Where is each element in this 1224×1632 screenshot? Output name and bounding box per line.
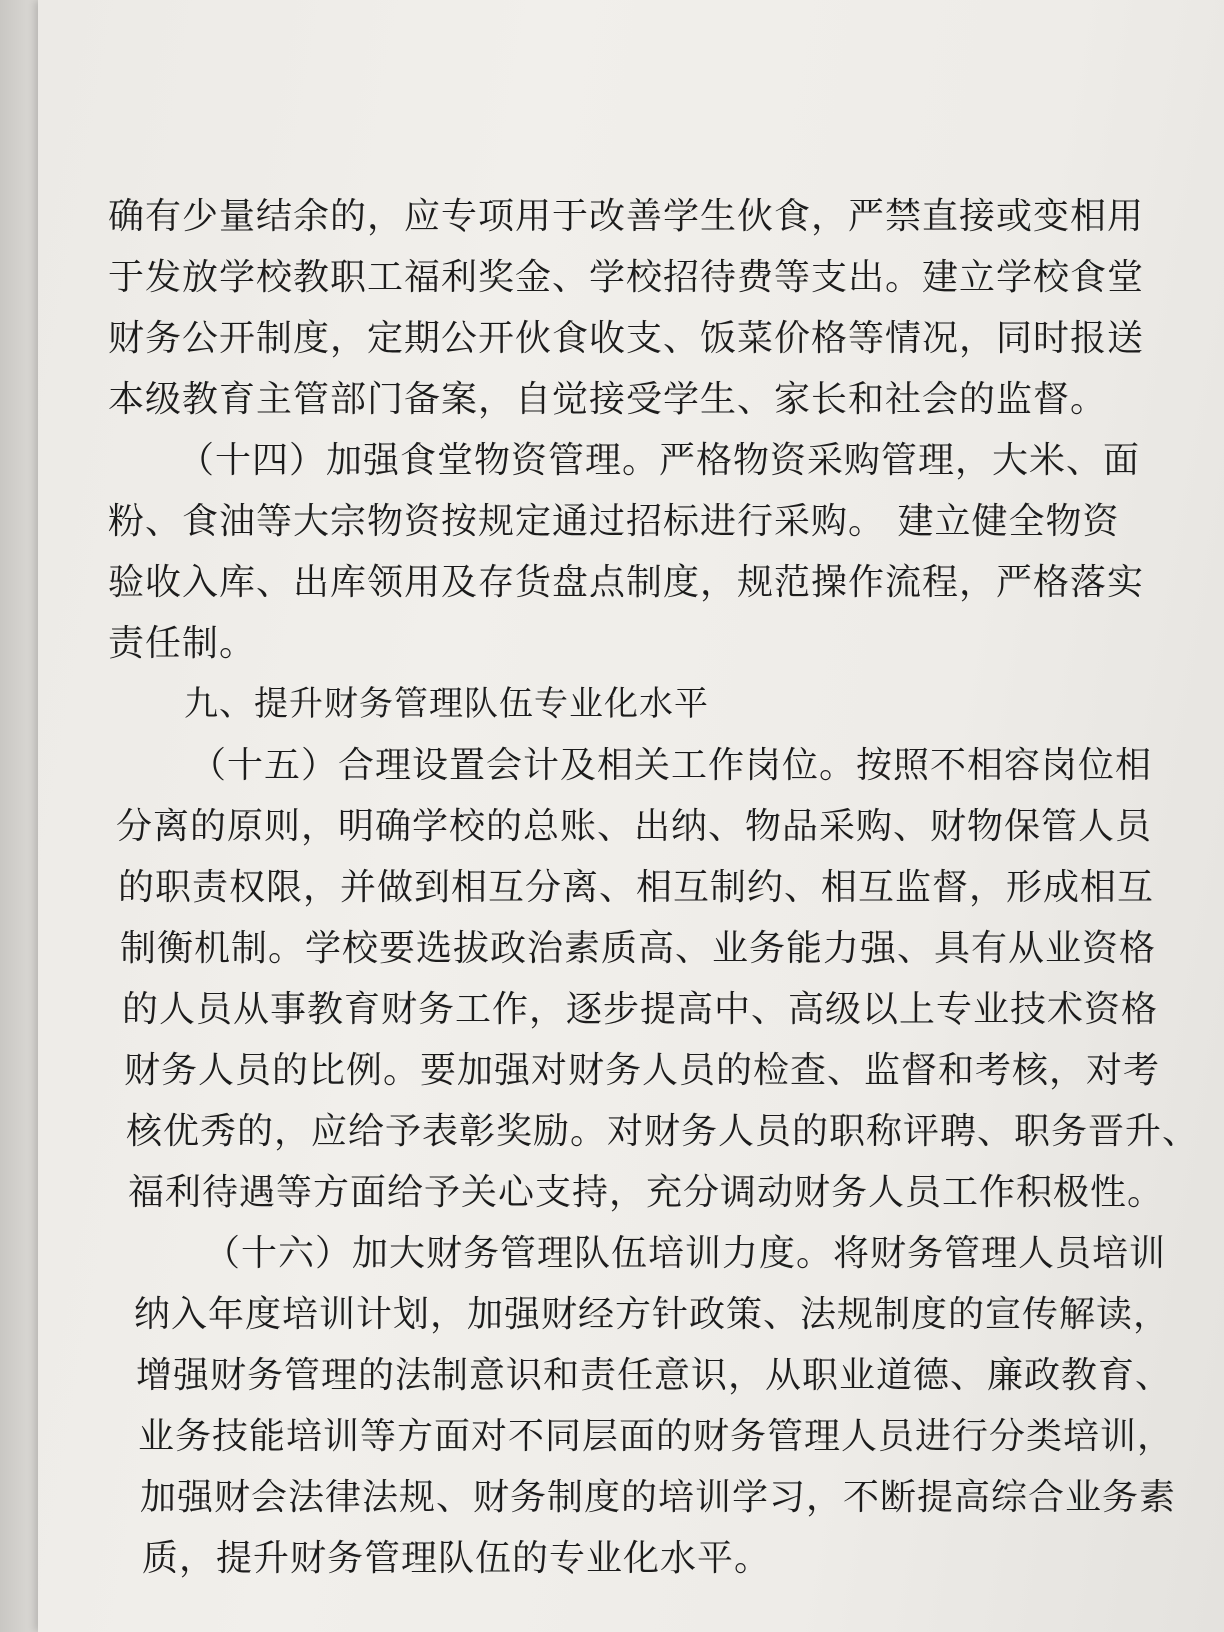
section-heading: 九、提升财务管理队伍专业化水平 xyxy=(184,684,709,724)
text-line: 本级教育主管部门备案，自觉接受学生、家长和社会的监督。 xyxy=(108,379,1108,420)
document-page xyxy=(38,0,1224,1632)
text-line: 加强财会法律法规、财务制度的培训学习，不断提高综合业务素 xyxy=(140,1477,1177,1518)
text-line: 核优秀的，应给予表彰奖励。对财务人员的职称评聘、职务晋升、 xyxy=(126,1111,1200,1152)
text-line: 验收入库、出库领用及存货盘点制度，规范操作流程，严格落实 xyxy=(108,562,1145,603)
text-line: 福利待遇等方面给予关心支持，充分调动财务人员工作积极性。 xyxy=(128,1172,1165,1213)
document-body xyxy=(108,186,1208,1589)
text-line: 分离的原则，明确学校的总账、出纳、物品采购、财物保管人员 xyxy=(116,806,1153,847)
text-line: 增强财务管理的法制意识和责任意识，从职业道德、廉政教育、 xyxy=(136,1355,1173,1396)
text-line: 制衡机制。学校要选拔政治素质高、业务能力强、具有从业资格 xyxy=(120,928,1157,969)
paragraph-first-line: （十六）加大财务管理队伍培训力度。将财务管理人员培训 xyxy=(204,1233,1167,1274)
paragraph-first-line: （十五）合理设置会计及相关工作岗位。按照不相容岗位相 xyxy=(190,745,1153,786)
text-line: 于发放学校教职工福利奖金、学校招待费等支出。建立学校食堂 xyxy=(108,257,1145,298)
text-line: 质，提升财务管理队伍的专业化水平。 xyxy=(142,1538,772,1579)
text-line: 的职责权限，并做到相互分离、相互制约、相互监督，形成相互 xyxy=(118,867,1155,908)
text-line: 责任制。 xyxy=(108,623,257,664)
page-shadow-edge xyxy=(0,0,38,1632)
paragraph-first-line: （十四）加强食堂物资管理。严格物资采购管理，大米、面 xyxy=(178,440,1141,481)
text-line: 的人员从事教育财务工作，逐步提高中、高级以上专业技术资格 xyxy=(122,989,1159,1030)
text-line: 财务人员的比例。要加强对财务人员的检查、监督和考核，对考 xyxy=(124,1050,1161,1091)
text-line: 确有少量结余的，应专项用于改善学生伙食，严禁直接或变相用 xyxy=(108,196,1145,237)
text-line: 业务技能培训等方面对不同层面的财务管理人员进行分类培训， xyxy=(138,1416,1175,1457)
text-line: 粉、食油等大宗物资按规定通过招标进行采购。 建立健全物资 xyxy=(108,501,1120,542)
text-line: 财务公开制度，定期公开伙食收支、饭菜价格等情况，同时报送 xyxy=(108,318,1145,359)
text-line: 纳入年度培训计划，加强财经方针政策、法规制度的宣传解读， xyxy=(134,1294,1171,1335)
